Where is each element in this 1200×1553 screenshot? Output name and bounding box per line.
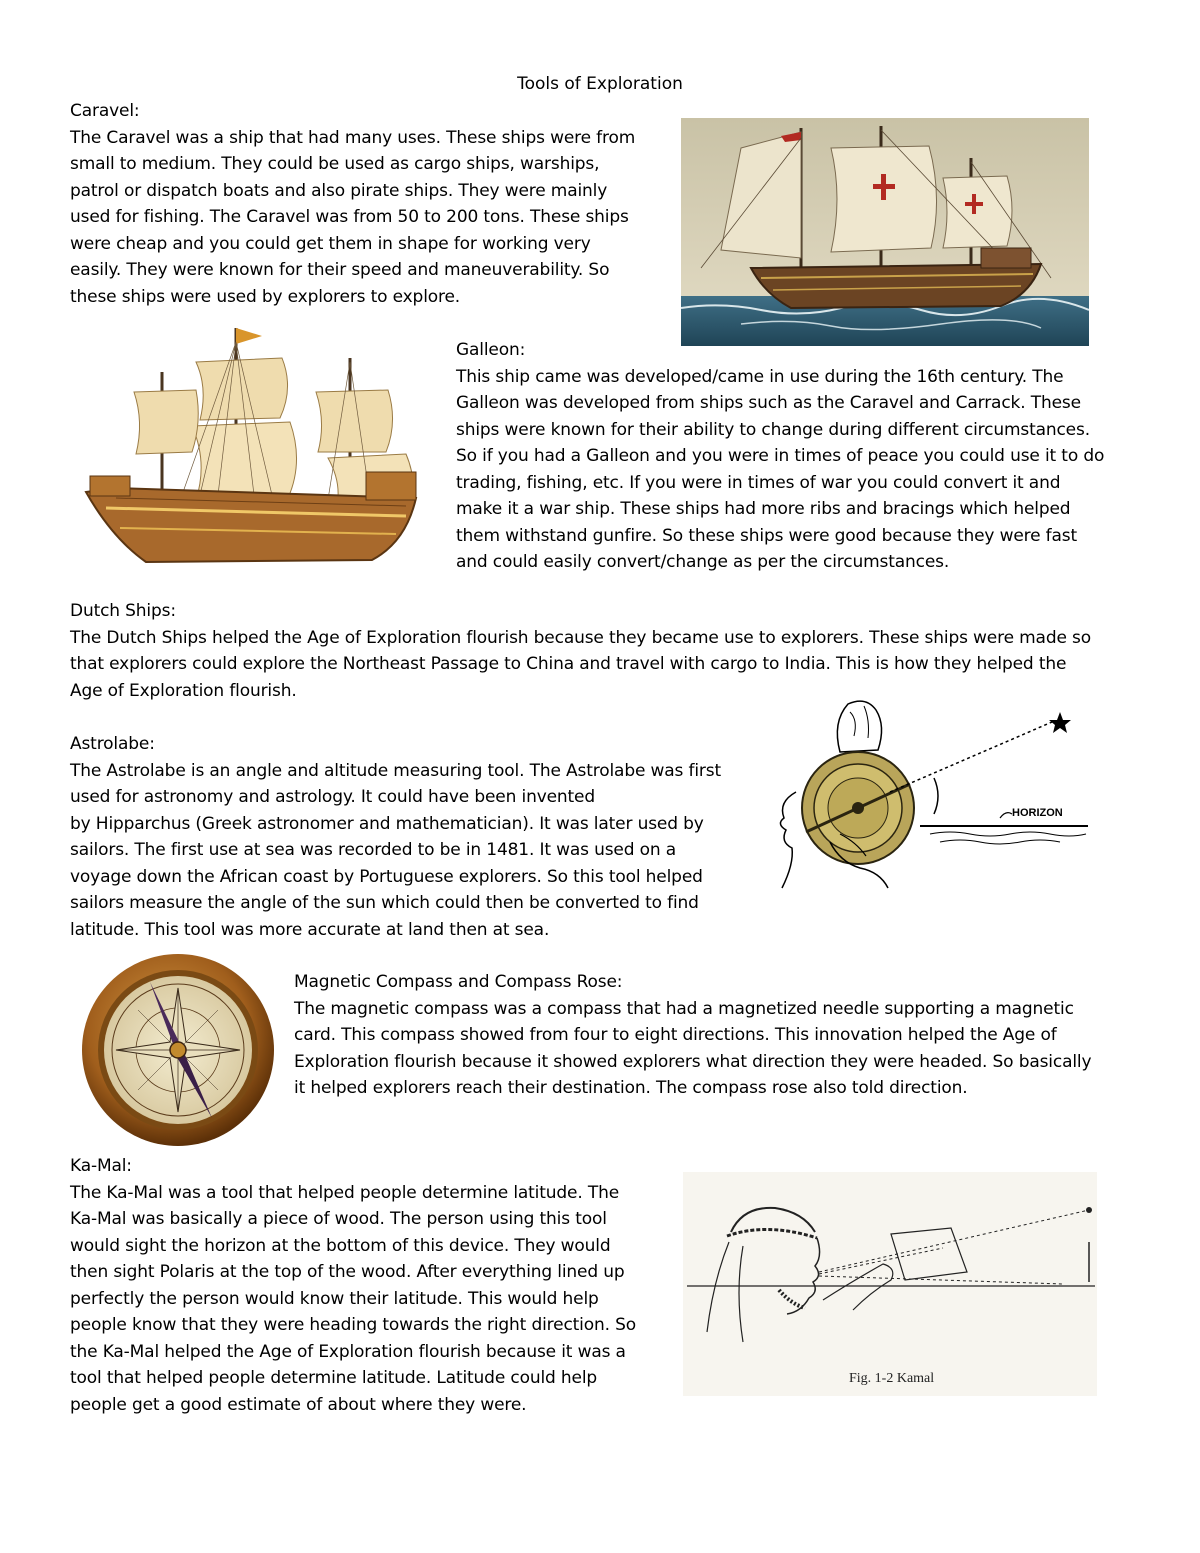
text-line: were cheap and you could get them in shape for working very [70, 233, 591, 254]
section-heading: Magnetic Compass and Compass Rose: [294, 972, 623, 992]
text-line: easily. They were known for their speed and maneuverability. So [70, 260, 610, 280]
text-line: So if you had a Galleon and you were in times of peace you could use it to do [456, 446, 1105, 466]
kamal-figure-caption: Fig. 1-2 Kamal [849, 1371, 935, 1386]
text-line: This ship came was developed/came in use during the 16th century. The [456, 366, 1064, 387]
text-line: voyage down the African coast by Portuguese explorers. So this tool helped [70, 866, 703, 887]
text-line: these ships were used by explorers to explore. [70, 286, 461, 307]
section-heading: Galleon: [456, 340, 526, 360]
text-line: The magnetic compass was a compass that had a magnetized needle supporting a magnetic [294, 998, 1074, 1019]
text-line: it helped explorers reach their destination. The compass rose also told direction. [294, 1078, 968, 1098]
text-line: sailors measure the angle of the sun which could then be converted to find [70, 893, 699, 913]
text-line: small to medium. They could be used as cargo ships, warships, [70, 154, 600, 174]
text-line: would sight the horizon at the bottom of this device. They would [70, 1235, 611, 1256]
text-line: patrol or dispatch boats and also pirate ships. They were mainly [70, 180, 608, 201]
document-title: Tools of Exploration [517, 74, 683, 94]
text-line: The Caravel was a ship that had many uses. These ships were from [70, 127, 636, 148]
text-line: The Astrolabe is an angle and altitude measuring tool. The Astrolabe was first [70, 760, 721, 781]
section-heading: Dutch Ships: [70, 601, 176, 621]
text-line: by Hipparchus (Greek astronomer and mathematician). It was later used by [70, 813, 704, 834]
text-line: latitude. This tool was more accurate at land then at sea. [70, 919, 550, 940]
kamal-section [70, 1153, 680, 1418]
text-line: the Ka-Mal helped the Age of Exploration flourish because it was a [70, 1341, 626, 1362]
caravel-section [70, 98, 670, 310]
text-line: Exploration flourish because it showed explorers what direction they were headed. So basically [294, 1051, 1092, 1072]
kamal-diagram-image [683, 1172, 1097, 1396]
text-line: The Ka-Mal was a tool that helped people determine latitude. The [70, 1182, 620, 1203]
section-heading: Ka-Mal: [70, 1156, 132, 1176]
text-line: tool that helped people determine latitude. Latitude could help [70, 1368, 598, 1388]
astrolabe-section [70, 731, 770, 943]
text-line: and could easily convert/change as per the circumstances. [456, 552, 950, 572]
text-line: Ka-Mal was basically a piece of wood. The person using this tool [70, 1209, 607, 1229]
dutch-ships-section [70, 598, 1150, 704]
text-line: trading, fishing, etc. If you were in times of war you could convert it and [456, 472, 1061, 493]
magnetic-compass-image [78, 952, 282, 1152]
astrolabe-diagram-image [770, 692, 1092, 894]
text-line: Age of Exploration flourish. [70, 680, 297, 701]
section-heading: Caravel: [70, 101, 140, 121]
galleon-ship-image [76, 322, 436, 584]
text-line: card. This compass showed from four to eight directions. This innovation helped the Age of [294, 1025, 1057, 1045]
section-heading: Astrolabe: [70, 734, 155, 754]
text-line: then sight Polaris at the top of the wood. After everything lined up [70, 1262, 625, 1282]
galleon-section [456, 337, 1141, 576]
text-line: people get a good estimate of about where they were. [70, 1394, 527, 1415]
text-line: them withstand gunfire. So these ships were good because they were fast [456, 525, 1078, 546]
text-line: sailors. The first use at sea was recorded to be in 1481. It was used on a [70, 840, 677, 860]
caravel-painting-image [681, 118, 1089, 346]
text-line: that explorers could explore the Northeast Passage to China and travel with cargo to India. This is how they helped the [70, 654, 1067, 674]
horizon-label: HORIZON [1012, 807, 1063, 819]
text-line: ships were known for their ability to change during different circumstances. [456, 419, 1090, 440]
compass-section [294, 969, 1154, 1102]
text-line: people know that they were heading towards the right direction. So [70, 1315, 637, 1335]
text-line: Galleon was developed from ships such as the Caravel and Carrack. These [456, 393, 1081, 413]
text-line: used for astronomy and astrology. It could have been invented [70, 787, 596, 807]
text-line: The Dutch Ships helped the Age of Exploration flourish because they became use to explorers. These ships were made so [70, 627, 1091, 648]
text-line: perfectly the person would know their latitude. This would help [70, 1288, 599, 1309]
text-line: make it a war ship. These ships had more ribs and bracings which helped [456, 499, 1071, 519]
text-line: used for fishing. The Caravel was from 50 to 200 tons. These ships [70, 207, 629, 227]
